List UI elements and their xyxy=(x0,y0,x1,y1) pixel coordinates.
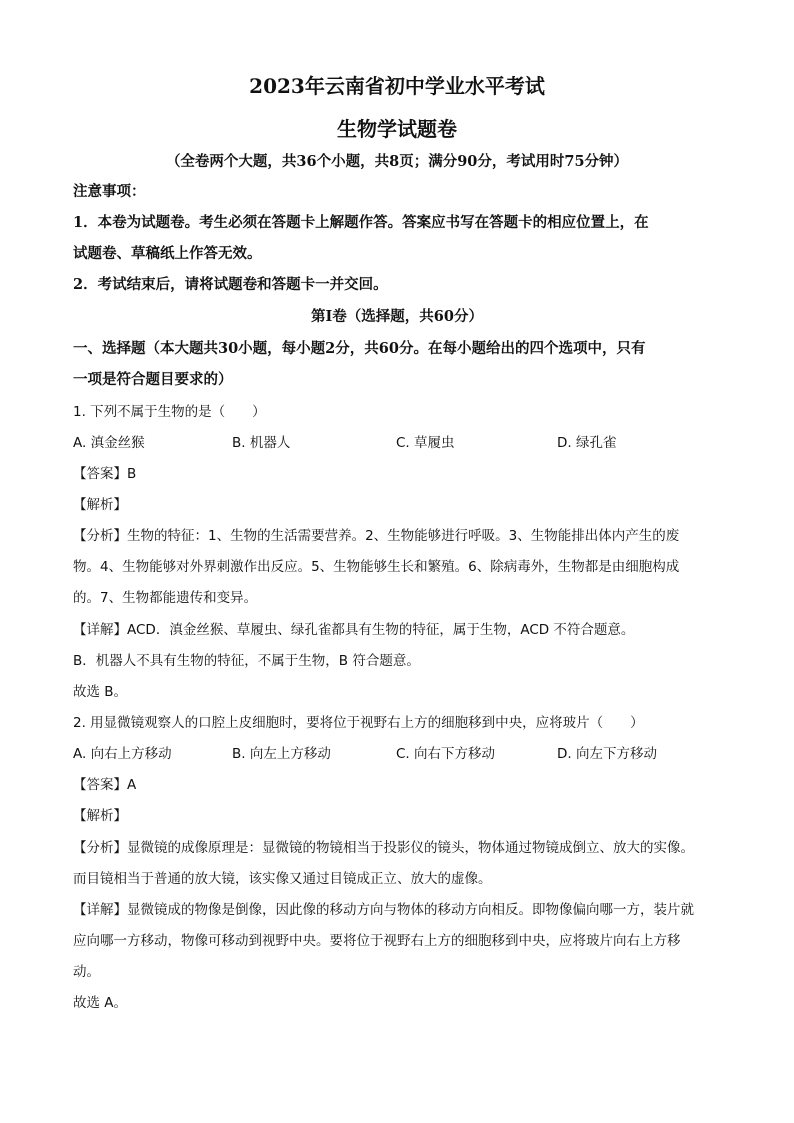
question-1-option-d: D. 绿孔雀 xyxy=(557,435,617,451)
question-2-conclusion: 故选 A。 xyxy=(73,995,128,1011)
notes-line-2: 2．考试结束后，请将试题卷和答题卡一并交回。 xyxy=(73,276,388,293)
question-1-answer: 【答案】B xyxy=(73,466,137,482)
exam-subtitle: （全卷两个大题，共36个小题，共8页；满分90分，考试用时75分钟） xyxy=(165,153,629,170)
section-instructions-b: 一项是符合题目要求的） xyxy=(73,371,233,388)
question-1-conclusion: 故选 B。 xyxy=(73,684,128,700)
question-2-option-b: B. 向左上方移动 xyxy=(232,746,331,762)
exam-title: 2023年云南省初中学业水平考试 xyxy=(249,74,545,98)
question-1-option-a: A. 滇金丝猴 xyxy=(73,435,145,451)
question-1-detail-line: B．机器人不具有生物的特征，不属于生物，B 符合题意。 xyxy=(73,653,420,669)
question-2-analysis-label: 【解析】 xyxy=(73,808,127,824)
notes-heading: 注意事项： xyxy=(73,183,146,200)
question-2-answer: 【答案】A xyxy=(73,777,137,793)
question-1-analysis-label: 【解析】 xyxy=(73,497,127,513)
question-2-analysis-line: 而目镜相当于普通的放大镜，该实像又通过目镜成正立、放大的虚像。 xyxy=(73,871,492,887)
question-1-option-b: B. 机器人 xyxy=(232,435,291,451)
question-1-stem: 1. 下列不属于生物的是（ ） xyxy=(73,404,266,420)
question-2-detail-line: 【详解】显微镜成的物像是倒像，因此像的移动方向与物体的移动方向相反。即物像偏向哪一方，装片就 xyxy=(73,902,694,918)
question-1-detail-line: 【详解】ACD．滇金丝猴、草履虫、绿孔雀都具有生物的特征，属于生物，ACD 不符合题意。 xyxy=(73,622,635,638)
question-2-option-d: D. 向左下方移动 xyxy=(557,746,657,762)
question-1-analysis-line: 【分析】生物的特征：1、生物的生活需要营养。2、生物能够进行呼吸。3、生物能排出体内产生的废 xyxy=(73,528,680,544)
question-1-analysis-line: 的。7、生物都能遗传和变异。 xyxy=(73,590,258,606)
question-2-detail-line: 动。 xyxy=(73,964,100,980)
question-2-option-a: A. 向右上方移动 xyxy=(73,746,172,762)
notes-line-1b: 试题卷、草稿纸上作答无效。 xyxy=(73,245,262,262)
question-1-option-c: C. 草履虫 xyxy=(396,435,455,451)
subject-title: 生物学试题卷 xyxy=(337,117,457,141)
question-1-analysis-line: 物。4、生物能够对外界刺激作出反应。5、生物能够生长和繁殖。6、除病毒外，生物都是由细胞构成 xyxy=(73,559,680,575)
question-2-stem: 2. 用显微镜观察人的口腔上皮细胞时，要将位于视野右上方的细胞移到中央，应将玻片（ ） xyxy=(73,715,644,731)
question-2-detail-line: 应向哪一方移动，物像可移动到视野中央。要将位于视野右上方的细胞移到中央，应将玻片向右上方移 xyxy=(73,933,681,949)
part1-heading: 第Ⅰ卷（选择题，共60分） xyxy=(311,308,483,325)
question-2-analysis-line: 【分析】显微镜的成像原理是：显微镜的物镜相当于投影仪的镜头，物体通过物镜成倒立、放大的实像。 xyxy=(73,840,694,856)
section-instructions-a: 一、选择题（本大题共30小题，每小题2分，共60分。在每小题给出的四个选项中，只有 xyxy=(73,340,646,357)
question-2-option-c: C. 向右下方移动 xyxy=(396,746,496,762)
notes-line-1a: 1．本卷为试题卷。考生必须在答题卡上解题作答。答案应书写在答题卡的相应位置上，在 xyxy=(73,214,649,231)
